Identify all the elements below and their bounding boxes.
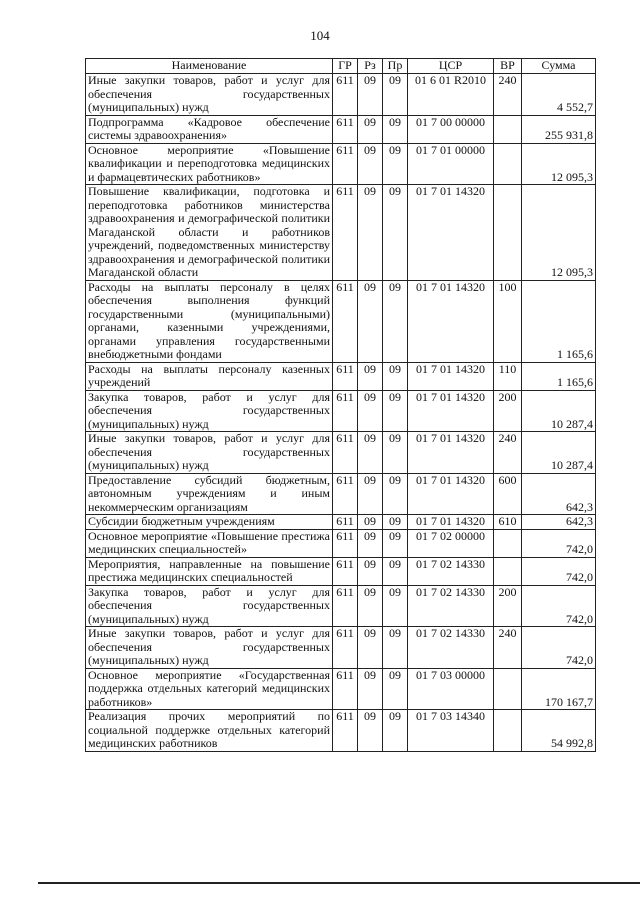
page-number: 104 [310, 28, 330, 43]
header-csr: ЦСР [408, 59, 494, 74]
cell-sum: 170 167,7 [522, 668, 596, 710]
cell-rz: 09 [358, 710, 383, 752]
cell-rz: 09 [358, 185, 383, 281]
cell-sum: 12 095,3 [522, 185, 596, 281]
cell-pr: 09 [383, 668, 408, 710]
cell-rz: 09 [358, 143, 383, 185]
cell-pr: 09 [383, 529, 408, 557]
cell-csr: 01 7 03 00000 [408, 668, 494, 710]
cell-gr: 611 [333, 557, 358, 585]
cell-name: Основное мероприятие «Государственная поддержка отдельных категорий медицинских работников» [86, 668, 333, 710]
cell-pr: 09 [383, 115, 408, 143]
cell-vr [494, 710, 522, 752]
cell-csr: 01 7 01 14320 [408, 515, 494, 530]
cell-sum: 1 165,6 [522, 362, 596, 390]
cell-name: Основное мероприятие «Повышение квалификации и переподготовка медицинских и фармацевтических работников» [86, 143, 333, 185]
cell-vr: 240 [494, 627, 522, 669]
cell-rz: 09 [358, 668, 383, 710]
table-body [86, 74, 596, 752]
cell-name: Закупка товаров, работ и услуг для обеспечения государственных (муниципальных) нужд [86, 585, 333, 627]
cell-gr: 611 [333, 515, 358, 530]
table-row [86, 115, 596, 143]
cell-rz: 09 [358, 585, 383, 627]
cell-gr: 611 [333, 390, 358, 432]
cell-csr: 01 7 01 14320 [408, 390, 494, 432]
cell-sum: 12 095,3 [522, 143, 596, 185]
table-row [86, 432, 596, 474]
cell-csr: 01 7 01 14320 [408, 185, 494, 281]
cell-csr: 01 7 02 14330 [408, 585, 494, 627]
cell-gr: 611 [333, 710, 358, 752]
cell-vr [494, 143, 522, 185]
cell-name: Мероприятия, направленные на повышение престижа медицинских специальностей [86, 557, 333, 585]
cell-vr [494, 115, 522, 143]
cell-rz: 09 [358, 362, 383, 390]
cell-pr: 09 [383, 432, 408, 474]
cell-rz: 09 [358, 557, 383, 585]
cell-rz: 09 [358, 390, 383, 432]
cell-csr: 01 7 00 00000 [408, 115, 494, 143]
cell-vr: 110 [494, 362, 522, 390]
cell-vr: 240 [494, 74, 522, 116]
cell-sum: 642,3 [522, 473, 596, 515]
cell-sum: 54 992,8 [522, 710, 596, 752]
cell-csr: 01 7 03 14340 [408, 710, 494, 752]
table-row [86, 668, 596, 710]
cell-sum: 642,3 [522, 515, 596, 530]
cell-rz: 09 [358, 280, 383, 362]
table-row [86, 710, 596, 752]
cell-rz: 09 [358, 74, 383, 116]
cell-name: Иные закупки товаров, работ и услуг для обеспечения государственных (муниципальных) нужд [86, 74, 333, 116]
cell-gr: 611 [333, 627, 358, 669]
cell-csr: 01 7 01 00000 [408, 143, 494, 185]
table-row [86, 143, 596, 185]
cell-csr: 01 7 01 14320 [408, 280, 494, 362]
cell-vr: 240 [494, 432, 522, 474]
cell-gr: 611 [333, 432, 358, 474]
cell-vr: 100 [494, 280, 522, 362]
cell-name: Повышение квалификации, подготовка и переподготовка работников министерства здравоохранения и демографической политики Магаданской области и работников учреждений, подведомственных министерству здравоохранения и демографической политики Магаданской области [86, 185, 333, 281]
table-row [86, 515, 596, 530]
cell-csr: 01 7 02 00000 [408, 529, 494, 557]
header-gr: ГР [333, 59, 358, 74]
table-row [86, 185, 596, 281]
cell-name: Иные закупки товаров, работ и услуг для обеспечения государственных (муниципальных) нужд [86, 627, 333, 669]
cell-vr: 200 [494, 390, 522, 432]
cell-gr: 611 [333, 668, 358, 710]
table-header-row [86, 59, 596, 74]
cell-vr: 600 [494, 473, 522, 515]
cell-rz: 09 [358, 115, 383, 143]
cell-pr: 09 [383, 557, 408, 585]
header-pr: Пр [383, 59, 408, 74]
cell-vr [494, 529, 522, 557]
cell-pr: 09 [383, 473, 408, 515]
cell-sum: 4 552,7 [522, 74, 596, 116]
cell-sum: 742,0 [522, 529, 596, 557]
cell-name: Иные закупки товаров, работ и услуг для обеспечения государственных (муниципальных) нужд [86, 432, 333, 474]
header-sum: Сумма [522, 59, 596, 74]
cell-pr: 09 [383, 362, 408, 390]
bottom-rule [38, 882, 640, 884]
cell-pr: 09 [383, 710, 408, 752]
cell-rz: 09 [358, 515, 383, 530]
header-name: Наименование [86, 59, 333, 74]
cell-sum: 742,0 [522, 585, 596, 627]
cell-sum: 10 287,4 [522, 432, 596, 474]
table-row [86, 362, 596, 390]
cell-csr: 01 7 01 14320 [408, 473, 494, 515]
cell-name: Предоставление субсидий бюджетным, автономным учреждениям и иным некоммерческим организациям [86, 473, 333, 515]
cell-rz: 09 [358, 627, 383, 669]
cell-name: Основное мероприятие «Повышение престижа медицинских специальностей» [86, 529, 333, 557]
header-rz: Рз [358, 59, 383, 74]
cell-gr: 611 [333, 280, 358, 362]
cell-gr: 611 [333, 143, 358, 185]
cell-pr: 09 [383, 515, 408, 530]
header-vr: ВР [494, 59, 522, 74]
table-row [86, 585, 596, 627]
cell-pr: 09 [383, 627, 408, 669]
cell-vr [494, 668, 522, 710]
cell-csr: 01 7 02 14330 [408, 557, 494, 585]
table-row [86, 529, 596, 557]
cell-pr: 09 [383, 74, 408, 116]
cell-gr: 611 [333, 585, 358, 627]
cell-gr: 611 [333, 74, 358, 116]
cell-rz: 09 [358, 473, 383, 515]
cell-name: Закупка товаров, работ и услуг для обеспечения государственных (муниципальных) нужд [86, 390, 333, 432]
cell-name: Реализация прочих мероприятий по социальной поддержке отдельных категорий медицинских работников [86, 710, 333, 752]
cell-gr: 611 [333, 115, 358, 143]
cell-vr [494, 557, 522, 585]
cell-sum: 742,0 [522, 627, 596, 669]
cell-rz: 09 [358, 529, 383, 557]
cell-name: Подпрограмма «Кадровое обеспечение системы здравоохранения» [86, 115, 333, 143]
cell-name: Расходы на выплаты персоналу в целях обеспечения выполнения функций государственными (муниципальными) органами, казенными учреждениями, органами управления государственными внебюджетными фондами [86, 280, 333, 362]
cell-pr: 09 [383, 280, 408, 362]
cell-vr [494, 185, 522, 281]
cell-pr: 09 [383, 585, 408, 627]
cell-pr: 09 [383, 143, 408, 185]
cell-vr: 200 [494, 585, 522, 627]
cell-gr: 611 [333, 473, 358, 515]
table-row [86, 473, 596, 515]
table-row [86, 390, 596, 432]
cell-sum: 742,0 [522, 557, 596, 585]
cell-csr: 01 7 02 14330 [408, 627, 494, 669]
cell-csr: 01 7 01 14320 [408, 432, 494, 474]
cell-gr: 611 [333, 185, 358, 281]
table-row [86, 627, 596, 669]
table-row [86, 557, 596, 585]
cell-gr: 611 [333, 529, 358, 557]
cell-name: Субсидии бюджетным учреждениям [86, 515, 333, 530]
cell-sum: 10 287,4 [522, 390, 596, 432]
cell-sum: 255 931,8 [522, 115, 596, 143]
cell-csr: 01 7 01 14320 [408, 362, 494, 390]
cell-sum: 1 165,6 [522, 280, 596, 362]
cell-vr: 610 [494, 515, 522, 530]
cell-gr: 611 [333, 362, 358, 390]
table-row [86, 280, 596, 362]
budget-table [85, 58, 596, 752]
cell-pr: 09 [383, 185, 408, 281]
cell-csr: 01 6 01 R2010 [408, 74, 494, 116]
cell-name: Расходы на выплаты персоналу казенных учреждений [86, 362, 333, 390]
cell-rz: 09 [358, 432, 383, 474]
table-row [86, 74, 596, 116]
cell-pr: 09 [383, 390, 408, 432]
